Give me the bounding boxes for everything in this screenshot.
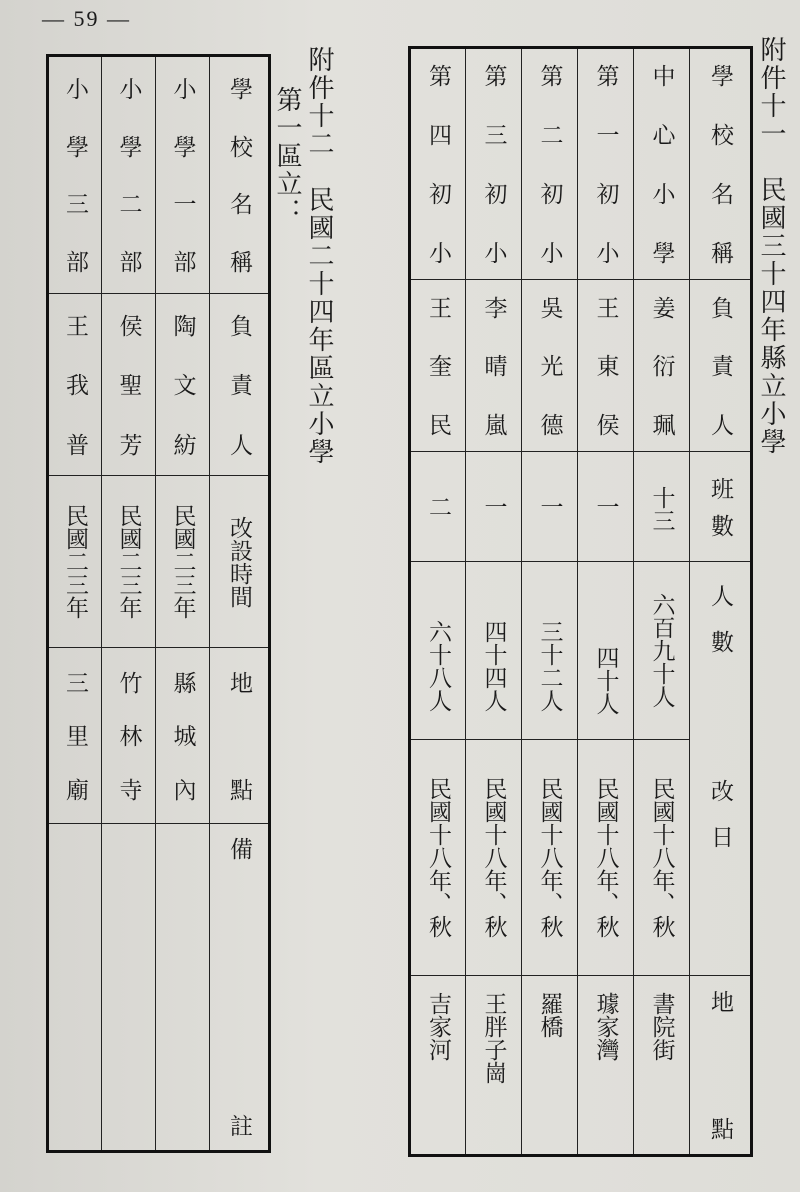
header-location: 地 點 (690, 976, 752, 1156)
row3-students: 四十四人 (466, 562, 522, 740)
row2-location: 羅橋 (522, 976, 578, 1156)
row2-head: 吳 光 德 (522, 280, 578, 452)
row1-name: 第 一 初 小 (578, 48, 634, 280)
row0-name: 中 心 小 學 (634, 48, 690, 280)
r12-row0-founded: 民國二三年 (156, 476, 210, 648)
r12-row1-name: 小 學 二 部 (102, 56, 156, 294)
annex12-table (46, 54, 271, 1153)
row4-location: 吉家河 (410, 976, 466, 1156)
row1-students: 四十人 (578, 562, 634, 740)
row0-founded: 民國十八年、秋 (634, 740, 690, 976)
header-students-founded: 人 數 改 日 (690, 562, 752, 976)
page-number: — 59 — (42, 6, 131, 31)
r12-row1-remarks (102, 824, 156, 1152)
row0-classes: 十三 (634, 452, 690, 562)
row1-head: 王 東 侯 (578, 280, 634, 452)
r12-header-remarks: 備 註 (210, 824, 270, 1152)
row3-head: 李 晴 嵐 (466, 280, 522, 452)
r12-row1-head: 侯 聖 芳 (102, 294, 156, 476)
r12-row0-name: 小 學 一 部 (156, 56, 210, 294)
annex11-table (408, 46, 753, 1157)
r12-row0-location: 縣 城 內 (156, 648, 210, 824)
row4-founded: 民國十八年、秋 (410, 740, 466, 976)
header-classes: 班 數 (690, 452, 752, 562)
row1-location: 璩家灣 (578, 976, 634, 1156)
annex12-subtitle: 第一區立： (272, 86, 302, 226)
r12-row2-founded: 民國二三年 (48, 476, 102, 648)
r12-header-name: 學 校 名 稱 (210, 56, 270, 294)
r12-header-location: 地 點 (210, 648, 270, 824)
r12-row2-name: 小 學 三 部 (48, 56, 102, 294)
r12-row2-head: 王 我 普 (48, 294, 102, 476)
row0-students: 六百九十人 (634, 562, 690, 740)
r12-row0-remarks (156, 824, 210, 1152)
row3-name: 第 三 初 小 (466, 48, 522, 280)
row4-classes: 二 (410, 452, 466, 562)
r12-header-founded: 改設時間 (210, 476, 270, 648)
row2-classes: 一 (522, 452, 578, 562)
row0-location: 書院街 (634, 976, 690, 1156)
row2-name: 第 二 初 小 (522, 48, 578, 280)
r12-row1-location: 竹 林 寺 (102, 648, 156, 824)
row0-head: 姜 衍 珮 (634, 280, 690, 452)
row3-location: 王胖子崗 (466, 976, 522, 1156)
row4-head: 王 奎 民 (410, 280, 466, 452)
r12-row1-founded: 民國二三年 (102, 476, 156, 648)
row2-students: 三十二人 (522, 562, 578, 740)
row3-classes: 一 (466, 452, 522, 562)
row1-classes: 一 (578, 452, 634, 562)
row4-name: 第 四 初 小 (410, 48, 466, 280)
row3-founded: 民國十八年、秋 (466, 740, 522, 976)
row2-founded: 民國十八年、秋 (522, 740, 578, 976)
row4-students: 六十八人 (410, 562, 466, 740)
r12-row2-location: 三 里 廟 (48, 648, 102, 824)
row1-founded: 民國十八年、秋 (578, 740, 634, 976)
r12-row0-head: 陶 文 紡 (156, 294, 210, 476)
header-name: 學 校 名 稱 (690, 48, 752, 280)
r12-row2-remarks (48, 824, 102, 1152)
r12-header-head: 負 責 人 (210, 294, 270, 476)
annex11-title: 附件十一 民國三十四年縣立小學 (756, 36, 786, 456)
annex12-title: 附件十二 民國二十四年區立小學 (304, 46, 334, 466)
header-head: 負 責 人 (690, 280, 752, 452)
